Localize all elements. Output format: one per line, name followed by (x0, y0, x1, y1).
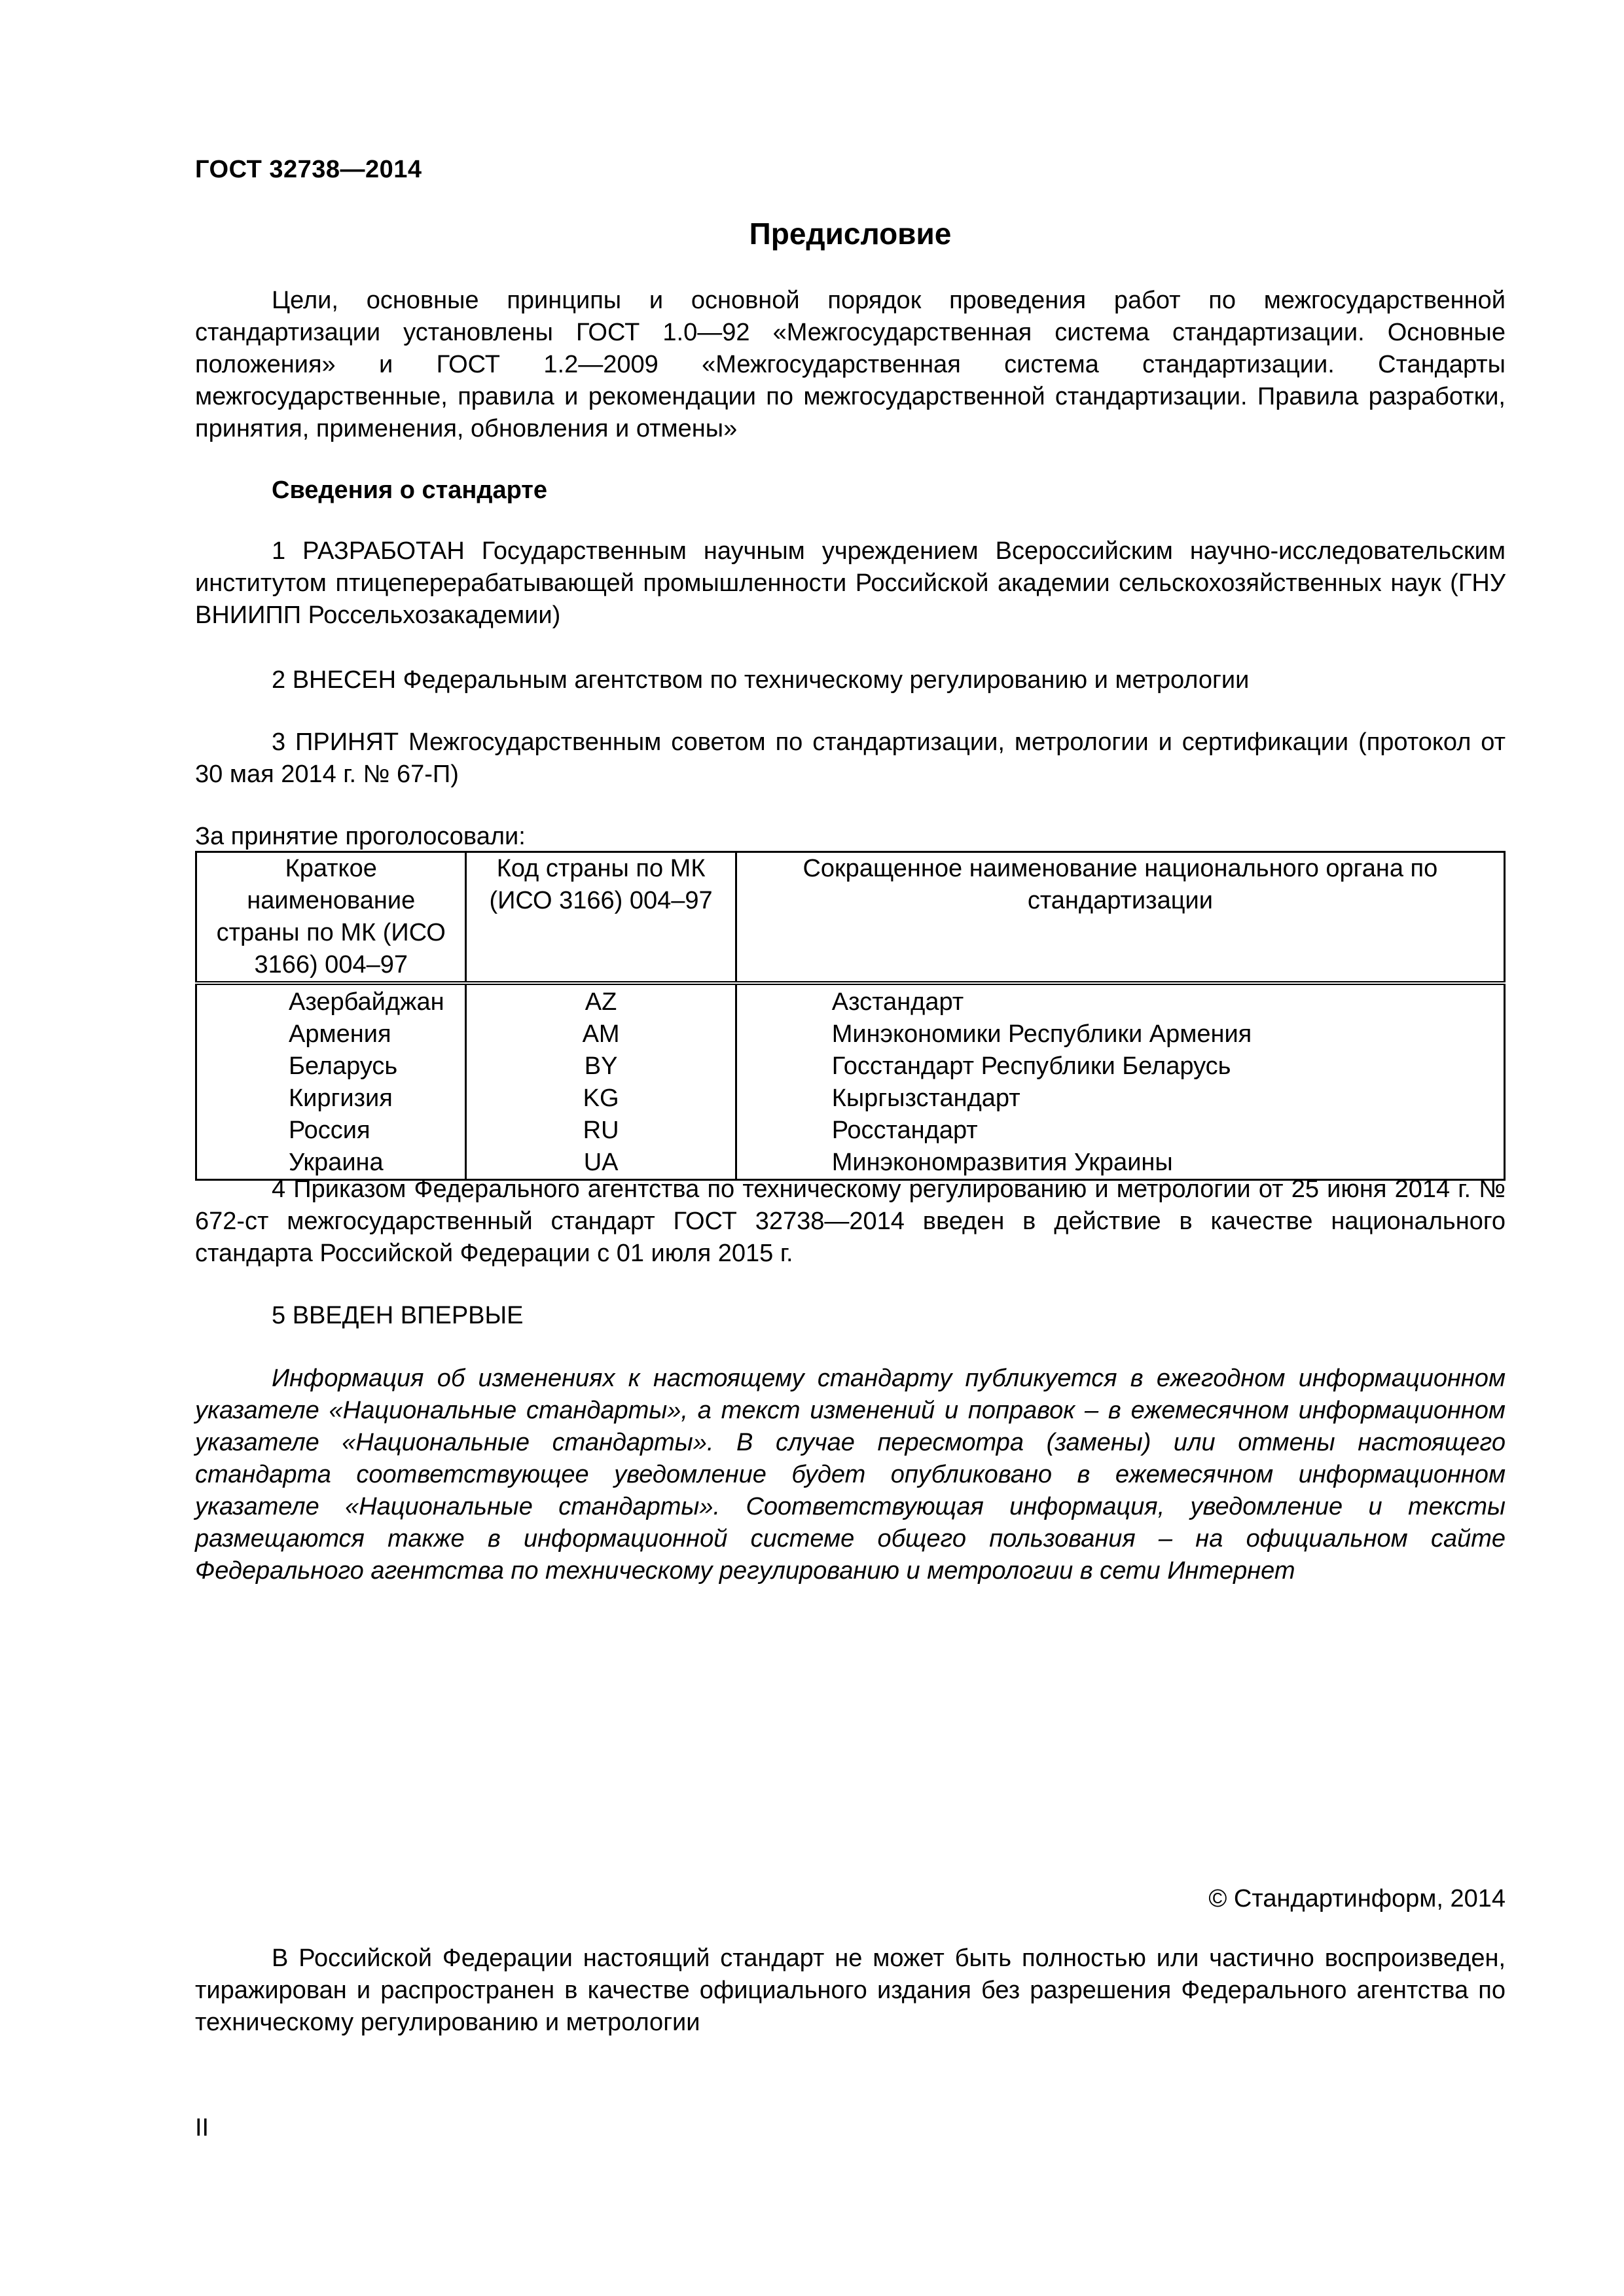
header-country-code (466, 852, 736, 984)
cell-country: Армения (196, 1018, 466, 1050)
copyright-notice: © Стандартинформ, 2014 (1208, 1885, 1506, 1912)
item-first-introduced: 5 ВВЕДЕН ВПЕРВЫЕ (272, 1302, 524, 1329)
cell-body: Росстандарт (736, 1115, 1504, 1147)
item-adopted: 3 ПРИНЯТ Межгосударственным советом по стандартизации, метрологии и сертификации (протокол от 30 мая 2014 г. № 67-П) (195, 728, 1506, 788)
header-country-code-text: Код страны по МК (ИСО 3166) 004–97 (489, 855, 713, 914)
table-header-row (196, 852, 1505, 984)
subsection-heading: Сведения о стандарте (272, 476, 548, 504)
table-row (196, 1050, 1505, 1083)
table-row (196, 983, 1505, 1018)
cell-country: Азербайджан (196, 983, 466, 1018)
table-row (196, 1115, 1505, 1147)
item-enacted: 4 Приказом Федерального агентства по техническому регулированию и метрологии от 25 июня 2014 г. № 672-ст межгосударственный стандарт ГОСТ 32738—2014 введен в действие в качестве национального стандарта Российской Федерации с 01 июля 2015 г. (195, 1175, 1506, 1267)
item-introduced: 2 ВНЕСЕН Федеральным агентством по техническому регулированию и метрологии (272, 666, 1250, 694)
cell-code: RU (466, 1115, 736, 1147)
header-country-name-text: Краткое наименование страны по МК (ИСО 3166) 004–97 (216, 855, 446, 978)
votes-label: За принятие проголосовали: (195, 823, 526, 850)
cell-body: Минэкономразвития Украины (736, 1147, 1504, 1180)
votes-table (195, 851, 1506, 1181)
cell-body: Госстандарт Республики Беларусь (736, 1050, 1504, 1083)
header-national-body (736, 852, 1504, 984)
cell-code: KG (466, 1083, 736, 1115)
cell-country: Украина (196, 1147, 466, 1180)
document-header: ГОСТ 32738—2014 (195, 156, 422, 183)
page-number: II (195, 2114, 209, 2142)
intro-paragraph: Цели, основные принципы и основной порядок проведения работ по межгосударственной стандартизации установлены ГОСТ 1.0—92 «Межгосударственная система стандартизации. Основные положения» и ГОСТ 1.2—2009 «Межгосударственная система стандартизации. Стандарты межгосударственные, правила и рекомендации по межгосударственной стандартизации. Правила разработки, принятия, применения, обновления и отмены» (195, 287, 1506, 442)
info-paragraph: Информация об изменениях к настоящему стандарту публикуется в ежегодном информационном указателе «Национальные стандарты», а текст изменений и поправок – в ежемесячном информационном указателе «Национальные стандарты». В случае пересмотра (замены) или отмены настоящего стандарта соответствующее уведомление будет опубликовано в ежемесячном информационном указателе «Национальные стандарты». Соответствующая информация, уведомление и тексты размещаются также в информационной системе общего пользования – на официальном сайте Федерального агентства по техническому регулированию и метрологии в сети Интернет (195, 1365, 1506, 1585)
table-row (196, 1018, 1505, 1050)
header-national-body-text: Сокращенное наименование национального органа по стандартизации (803, 855, 1438, 914)
cell-body: Минэкономики Республики Армения (736, 1018, 1504, 1050)
item-developed: 1 РАЗРАБОТАН Государственным научным учреждением Всероссийским научно-исследовательским институтом птицеперерабатывающей промышленности Российской академии сельскохозяйственных наук (ГНУ ВНИИПП Россельхозакадемии) (195, 537, 1506, 629)
cell-code: AM (466, 1018, 736, 1050)
section-title: Предисловие (749, 217, 952, 251)
cell-country: Киргизия (196, 1083, 466, 1115)
cell-body: Азстандарт (736, 983, 1504, 1018)
cell-body: Кыргызстандарт (736, 1083, 1504, 1115)
cell-country: Беларусь (196, 1050, 466, 1083)
cell-country: Россия (196, 1115, 466, 1147)
document-page (195, 131, 1506, 2225)
reproduction-notice: В Российской Федерации настоящий стандарт не может быть полностью или частично воспроизведен, тиражирован и распространен в качестве официального издания без разрешения Федерального агентства по техническому регулированию и метрологии (195, 1945, 1506, 2036)
header-country-name (196, 852, 466, 984)
cell-code: AZ (466, 983, 736, 1018)
cell-code: UA (466, 1147, 736, 1180)
cell-code: BY (466, 1050, 736, 1083)
table-row (196, 1083, 1505, 1115)
